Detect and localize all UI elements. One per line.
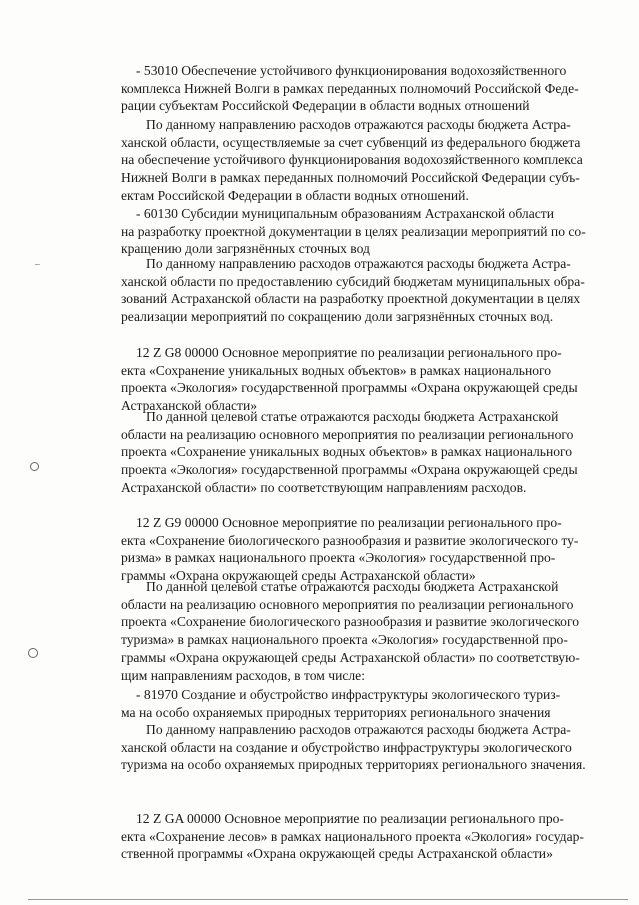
paragraph-g9-heading: 12 Z G9 00000 Основное мероприятие по реализации регионального про- екта «Сохранение биологического разнообразия и развитие экологического ту- ризма» в рамках национального проекта «Экология» государственной про- граммы «Охрана окружающей среды Астраханской области» — [121, 515, 579, 584]
scan-speck-mark: ~ — [34, 260, 41, 269]
scan-hole-mark — [28, 648, 38, 658]
page-edge-line — [28, 899, 628, 900]
paragraph-81970-description: По данному направлению расходов отражаются расходы бюджета Астра- ханской области на создание и обустройство инфраструктуры экологического туризма на особо охраняемых природных территориях регионального значения. — [121, 722, 586, 773]
paragraph-ga-heading: 12 Z GA 00000 Основное мероприятие по реализации регионального про- екта «Сохранение лесов» в рамках национального проекта «Экология» государ- ственной программы «Охрана окружающей среды Астраханской области» — [121, 811, 584, 862]
paragraph-g9-description: По данной целевой статье отражаются расходы бюджета Астраханской области на реализацию основного мероприятия по реализации регионального проекта «Сохранение биологического разнообразия и развитие экологического туризма» в рамках национального проекта «Экология» государственной про- граммы «Охрана окружающей среды Астраханской области» по соответствую- щим направлениям расходов, в том числе: — [121, 579, 580, 683]
paragraph-81970-heading: - 81970 Создание и обустройство инфраструктуры экологического туриз- ма на особо охраняемых природных территориях регионального значения — [121, 687, 561, 720]
paragraph-g8-description: По данной целевой статье отражаются расходы бюджета Астраханской области на реализацию основного мероприятия по реализации регионального проекта «Сохранение уникальных водных объектов» в рамках национального проекта «Экология» государственной программы «Охрана окружающей среды Астраханской области» по соответствующим направлениям расходов. — [121, 409, 578, 495]
paragraph-g8-heading: 12 Z G8 00000 Основное мероприятие по реализации регионального про- екта «Сохранение уникальных водных объектов» в рамках национального проекта «Экология» государственной программы «Охрана окружающей среды Астраханской области» — [121, 345, 578, 414]
paragraph-53010-description: По данному направлению расходов отражаются расходы бюджета Астра- ханской области, осуществляемые за счет субвенций из федерального бюджета на обеспечение устойчивого функционирования водохозяйственного комплекса Нижней Волги в рамках переданных полномочий Российской Федерации субъ- ектам Российской Федерации в области водных отношений. — [121, 117, 583, 203]
paragraph-53010-heading: - 53010 Обеспечение устойчивого функционирования водохозяйственного комплекса Нижней Волги в рамках переданных полномочий Российской Феде- рации субъектам Российской Федерации в области водных отношений — [121, 63, 579, 114]
scan-hole-mark — [30, 462, 39, 471]
paragraph-60130-heading: - 60130 Субсидии муниципальным образованиям Астраханской области на разработку проектной документации в целях реализации мероприятий по со- кращению доли загрязнённых сточных вод — [121, 206, 586, 257]
paragraph-60130-description: По данному направлению расходов отражаются расходы бюджета Астра- ханской области по предоставлению субсидий бюджетам муниципальных обра- зований Астраханской области на разработку проектной документации в целях реализации мероприятий по сокращению доли загрязнённых сточных вод. — [121, 256, 585, 325]
